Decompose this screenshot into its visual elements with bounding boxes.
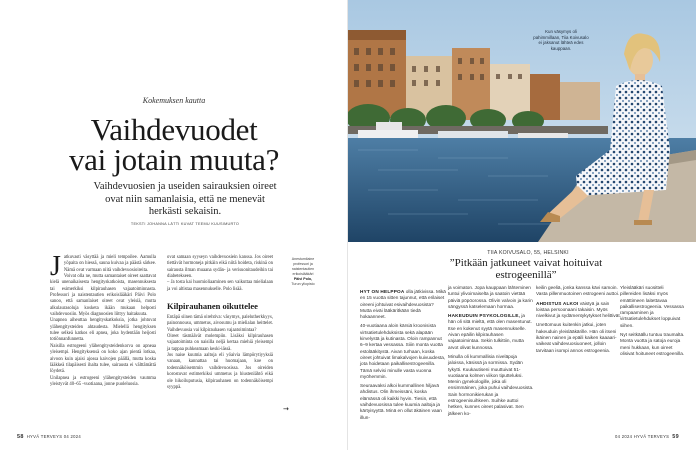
folio-right: 04 2024 HYVÄ TERVEYS 59: [615, 434, 679, 440]
headline-line-1: Vaihdevuodet: [90, 112, 258, 147]
body-column-b: [167, 255, 273, 391]
lead-paragraph: Vaihdevuosien ja useiden sairauksien oireet ovat niin samanlaisia, että ne menevät herkästi sekaisin.: [93, 181, 277, 217]
body-paragraph: – Ja tosta kai huomioliaaminen sen vaikuttaa mielialaan ja voi altistaa masennukselle. Polo lisää.: [167, 280, 273, 292]
story-paragraph: Unettomuus kuitenkin jatkui, joten hakeuduin yleislääkärille. Hän oli itseni ikäinen nainen ja epäili kaiken kaaaari-vaikeat vaihdevuosiuoneet, jolloin tarvitaan isompi annos estrogeenia.: [536, 322, 617, 353]
article-credits: TEKSTI JOHANNA LÄTTI KUVAT TEEMU KUUSIMURTO: [130, 222, 240, 226]
body-paragraph: Jos naise kuumia aaltoja eli yöaivia lämpörytiyyksiä vanaan, kannattaa tai huomajaan, koe on todennäköisemmin vaihdevuosissa. Jos oireiden korostuvat estimerkiksi ummetus ja hiustenlähtö eikä ole hikoiluputusia, kilpirauhanen on todennäköisempi syyppä.: [167, 353, 273, 390]
story-paragraph: Minulla oli kummallisia niveläpoja jaloissa, käsissä ja sormissa. Sydän tykytti. Kuukautiseni muuttuivat 51-vuotiaana kolmen viikon tiputteluksi. Menin gynekologille, joka oli ensimmäinen, joka puhui vaihdevuosista. Sain hormonikierukan ja estrogeenisuihkeen. Suihke auttoi hetken, kunnes oireet palasivat. Sen jälkeen ko-: [448, 353, 534, 416]
drop-cap: J: [50, 251, 61, 282]
photo-caption: Kun väsymys oli pahimmillaan, Tiia Koivusalo ei jaksanut lähteä edes kauppaan.: [533, 29, 589, 51]
expert-caption: Anestumilaine professori ja naistentautien erikoislääkäri Päivi Polo, Turun yliopisto: [291, 257, 315, 286]
story-paragraph: Nyt seitkäällu tuntuu traumalta. Monta vuotta ja satoja euroja meni hukkaan, kun oireet olisivat hoituneet estrogeenilla.: [620, 332, 685, 356]
story-paragraph: Yleislääkäri suositteli pillereiden lisäksi myös emättimeen laitettavaa paikallisestrogeenia. Vessassa rampaaminen ja virtsatietulehdukset loppuivat siihen.: [620, 285, 684, 328]
story-paragraph: ja voimaton. Jopa kauppaan lähteminen tuntui ylivoimaiselta ja saatoin viettää päiviä pöpöorossa. Olivin valvoin ja karin sängyssä katselemaan hormaa.: [448, 285, 533, 309]
body-paragraph: Oireet täsmäävät molempiin. Lisäksi kilpirauhasen vajaatoiminta on naisilla neljä kertaa miehiä yleisempi ja tappaa puhkeamaan keski-iässä.: [167, 334, 273, 352]
feature-photo: [348, 0, 696, 242]
story-paragraph: Seuraavaksi alkoi kummallinen hiljavä ahdistus. Olin ihmeissäni, koska elämässä oli kaikki hyvin. Tiesin, että vaihdevuosissa tulee kuumia aaltoja ja kärtyisyyttä. Minä en ollut äkäinen vaan illun-: [360, 383, 442, 420]
headline-line-2: vai jotain muuta?: [68, 142, 280, 177]
continue-arrow-icon: →: [283, 405, 289, 413]
story-paragraph: 40-vuotiaana aloin kärsiä kroonisista virtsatietulehduksista sekä alapään kirvelystä ja kutinasta. Oloin rampannut 6–9 kertaa vessassa. Siiin monta vuotta estolääkitystä. Aivan turhaan, koska oireet johtuivat limakalvojen kuivuudesta, jota hoidetaan paikallisestrogeenilla. Tämä selvisi minulle vasta vuonna myöhemmin.: [360, 323, 446, 379]
story-column-4: [620, 285, 686, 360]
subheading: Kilpirauhanen oikuttelee: [167, 301, 258, 312]
story-paragraph: HYT ON HELPPOA olla jätkivissa. Mikä en 15 vuotta sitten tajunnut, että erilaiset oireeni johtuivat esivaihdevuosista? Mutta eiväi lääkäritkään tiedä hokaanneet.: [360, 289, 446, 320]
section-kicker: Kokemuksen kautta: [142, 96, 206, 105]
headline: [0, 112, 348, 177]
body-paragraph: ovat samaan syyseyn vaihdevuosiein kanssa. Jos oireet tiettävät hormoneja pitkäin eikä niitä hoideta, riskinä on sairausta ilman muaana sydän- ja verisuonitaudeihin tai diabetekseen.: [167, 255, 273, 280]
folio-left: 58 HYVÄ TERVEYS 04 2024: [17, 434, 81, 440]
story-column-3: [536, 285, 622, 357]
interviewee-byline: TIIA KOIVUSALO, 55, HELSINKI: [487, 250, 569, 256]
pull-quote: ”Pitkään jatkuneet vaivat hoituivat estrogeenillä”: [449, 257, 603, 281]
body-paragraph: Entäpä siinen tämä oirehtiva: väsymys, palelutherkkyys, painonnousu, ummetus, aivosumu ja mielialan heittelet. Vaihdevuosia vai kilpirauhasen vajaatoimintaa?: [167, 315, 273, 333]
body-paragraph: Unilapnea ja estrogeeni ylähengitysteiden vaumma yleistyvät 40–65 -vuotiaana, jonne puoleluosia.: [50, 375, 156, 387]
story-paragraph: HAKEUDUIN PSYKOLOGILLE, ja hän oli sitä mieltä, että olen masentunut. Itse en kokenut syytä masennukselle. Aivan epäilin kilpirauhasen vajaatoimintaa. Sekin tulkittiin, mutta arvot olivat kunnossa.: [448, 313, 532, 350]
story-paragraph: AHDISTUS ALKOI väistyä ja sain loistaa persoonaani takaisin. Myös nivelkivut ja sydämentykytykset helittivät.: [536, 300, 621, 319]
body-paragraph: Voivat olla ne, mutta samantaiset oireet saattavat kielä unenaikaisesta hengityskatkoista, masennuksesta tai esimerkiksi kilpirauhasen vajaatoiminnasta. Professori ja naistentautien erikoislääkäri Päivi Polo sanoo, että samanlaiset oireet ovat yleisiä, mutta alkulaurasoluja kosketa ikään mukaan helposti vaihdevuosiin. Myös diagnoosien liittyy haitakuuta.: [50, 274, 156, 318]
story-column-2: [448, 285, 534, 420]
body-paragraph: Jatkuvasti väsyttää ja mieli tempoilee. Aamulla yöpaita on hiessä, sauna kuivaa ja päästä särkee. Nämä ovat varmaan niitä vaihdevuosioireita.: [50, 251, 156, 282]
body-paragraph: Unapnea aiheuttaa hengityskatkoksia, jotka johtuvat ylähengitysteiden ahtaudesta. Mielellä hengityksen tulee selkeä katkos eli apnea, joka hydentään heijosti totiönnanfunnetta.: [50, 318, 156, 343]
body-paragraph: Naisilla estrogeeni ylähengitysteidenkorva on apneaa yleisempi. Hengityksensä on koko ajan pientä lotkaa, aivoon kuin ajaisi ajossa kaivojen päällä, mutta koska lääkkeä tilapäisesti ihalta tulee, sairausta ei välttämättä löydetä.: [50, 343, 156, 375]
body-column-a: [50, 251, 156, 388]
story-paragraph: keilin geeliä, jonka kanssa kävi samoin. Vasta pillenmuotoinen estrogeeni auttoi.: [536, 285, 620, 297]
story-column-1: [360, 289, 446, 424]
